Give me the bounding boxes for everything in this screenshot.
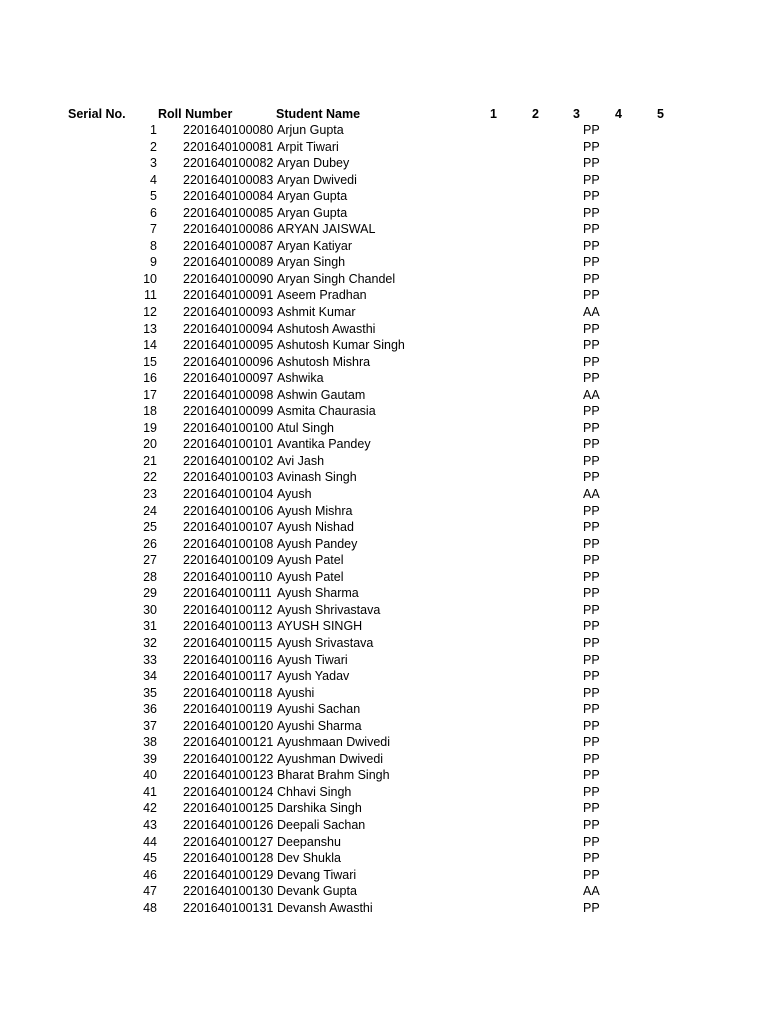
roll-number-cell: 2201640100102 [183,453,274,468]
serial-cell: 39 [143,751,157,766]
student-name-cell: ARYAN JAISWAL [277,222,376,237]
attendance-cell: PP [583,172,600,187]
table-row [0,867,768,884]
attendance-cell: PP [583,702,600,717]
student-name-cell: Aryan Gupta [277,205,348,220]
roll-number-cell: 2201640100126 [183,817,274,832]
roll-number-cell: 2201640100085 [183,205,274,220]
attendance-cell: PP [583,751,600,766]
attendance-cell: PP [583,123,600,137]
roll-number-cell: 2201640100093 [183,305,274,320]
attendance-sheet [0,104,768,916]
student-name-cell: Darshika Singh [277,801,362,816]
roll-number-cell: 2201640100083 [183,172,274,187]
attendance-cell: PP [583,817,600,832]
student-name-cell: Avantika Pandey [277,437,371,452]
table-row [0,155,768,172]
table-row [0,453,768,470]
student-name-cell: Avinash Singh [277,470,357,485]
serial-cell: 14 [143,338,157,353]
serial-cell: 41 [143,784,157,799]
serial-cell: 40 [143,768,157,783]
roll-number-cell: 2201640100119 [183,702,273,717]
attendance-cell: PP [583,288,600,303]
roll-number-cell: 2201640100116 [183,652,273,667]
attendance-cell: PP [583,238,600,253]
table-row [0,834,768,851]
attendance-cell: PP [583,867,600,882]
roll-number-cell: 2201640100111 [183,586,272,601]
attendance-cell: AA [583,487,600,502]
table-row [0,569,768,586]
student-name-cell: Ayushi Sachan [277,702,361,717]
attendance-cell: PP [583,669,600,684]
roll-number-cell: 2201640100125 [183,801,274,816]
student-name-cell: Aryan Dwivedi [277,172,357,187]
student-name-cell: Arpit Tiwari [277,139,339,154]
table-row [0,321,768,338]
serial-cell: 29 [143,586,157,601]
roll-number-cell: 2201640100098 [183,387,274,402]
table-row [0,817,768,834]
student-name-cell: Ashutosh Awasthi [277,321,376,336]
table-row [0,767,768,784]
attendance-cell: PP [583,520,600,535]
table-row [0,271,768,288]
attendance-cell: PP [583,685,600,700]
roll-number-cell: 2201640100086 [183,222,274,237]
serial-cell: 27 [143,553,157,568]
student-name-cell: Aseem Pradhan [277,288,367,303]
table-row [0,751,768,768]
serial-cell: 1 [150,123,157,137]
attendance-cell: AA [583,884,600,899]
attendance-cell: AA [583,387,600,402]
attendance-cell: PP [583,371,600,386]
student-name-cell: Ayushi [277,685,315,700]
roll-number-cell: 2201640100087 [183,238,274,253]
header-day-5: 5 [657,107,664,121]
table-row [0,354,768,371]
roll-number-cell: 2201640100106 [183,503,274,518]
student-name-cell: Ayush Yadav [277,669,350,684]
attendance-cell: PP [583,586,600,601]
table-row [0,536,768,553]
attendance-cell: PP [583,255,600,270]
student-name-cell: Ashutosh Kumar Singh [277,338,405,353]
attendance-cell: PP [583,222,600,237]
serial-cell: 21 [143,453,157,468]
serial-cell: 20 [143,437,157,452]
table-row [0,900,768,917]
table-row [0,850,768,867]
table-row [0,800,768,817]
attendance-cell: PP [583,404,600,419]
table-row [0,602,768,619]
header-roll-number: Roll Number [158,107,233,121]
attendance-cell: PP [583,321,600,336]
serial-cell: 31 [143,619,157,634]
header-serial-no: Serial No. [68,107,126,121]
table-row [0,337,768,354]
student-name-cell: Atul Singh [277,420,334,435]
header-day-1: 1 [490,107,497,121]
student-name-cell: Ayush Shrivastava [277,602,381,617]
serial-cell: 18 [143,404,157,419]
student-name-cell: Ayush Sharma [277,586,359,601]
roll-number-cell: 2201640100112 [183,602,273,617]
table-row [0,254,768,271]
roll-number-cell: 2201640100096 [183,354,274,369]
table-row [0,238,768,255]
table-row [0,784,768,801]
serial-cell: 45 [143,851,157,866]
serial-cell: 35 [143,685,157,700]
serial-cell: 30 [143,602,157,617]
header-day-2: 2 [532,107,539,121]
student-name-cell: Chhavi Singh [277,784,352,799]
table-row [0,172,768,189]
attendance-cell: PP [583,205,600,220]
student-name-cell: Aryan Dubey [277,156,350,171]
table-row [0,552,768,569]
table-row [0,387,768,404]
roll-number-cell: 2201640100082 [183,156,274,171]
roll-number-cell: 2201640100080 [183,123,274,137]
roll-number-cell: 2201640100113 [183,619,273,634]
student-name-cell: Bharat Brahm Singh [277,768,390,783]
table-row [0,718,768,735]
table-row [0,652,768,669]
attendance-cell: PP [583,338,600,353]
serial-cell: 4 [150,172,157,187]
serial-cell: 16 [143,371,157,386]
student-name-cell: Ayushman Dwivedi [277,751,384,766]
roll-number-cell: 2201640100115 [183,635,273,650]
serial-cell: 28 [143,569,157,584]
roll-number-cell: 2201640100101 [183,437,274,452]
attendance-cell: PP [583,503,600,518]
student-name-cell: Deepanshu [277,834,341,849]
attendance-cell: PP [583,569,600,584]
table-row [0,668,768,685]
student-name-cell: Devank Gupta [277,884,357,899]
serial-cell: 38 [143,735,157,750]
serial-cell: 9 [150,255,157,270]
attendance-cell: PP [583,735,600,750]
serial-cell: 15 [143,354,157,369]
roll-number-cell: 2201640100120 [183,718,274,733]
student-name-cell: Aryan Singh Chandel [277,271,396,286]
student-name-cell: Devang Tiwari [277,867,357,882]
table-row [0,436,768,453]
attendance-cell: AA [583,305,600,320]
roll-number-cell: 2201640100099 [183,404,274,419]
roll-number-cell: 2201640100107 [183,520,274,535]
table-row [0,122,768,139]
attendance-cell: PP [583,453,600,468]
table-row [0,585,768,602]
roll-number-cell: 2201640100100 [183,420,274,435]
serial-cell: 8 [150,238,157,253]
table-row [0,139,768,156]
serial-cell: 36 [143,702,157,717]
roll-number-cell: 2201640100122 [183,751,274,766]
roll-number-cell: 2201640100103 [183,470,274,485]
serial-cell: 7 [150,222,157,237]
serial-cell: 46 [143,867,157,882]
student-name-cell: Ayush Srivastava [277,635,374,650]
table-row [0,221,768,238]
student-name-cell: Ashwika [277,371,324,386]
serial-cell: 48 [143,900,157,915]
table-row [0,883,768,900]
roll-number-cell: 2201640100127 [183,834,274,849]
roll-number-cell: 2201640100097 [183,371,274,386]
attendance-cell: PP [583,470,600,485]
attendance-cell: PP [583,437,600,452]
table-row [0,618,768,635]
table-row [0,503,768,520]
table-row [0,734,768,751]
serial-cell: 23 [143,487,157,502]
roll-number-cell: 2201640100091 [183,288,274,303]
student-name-cell: Ashutosh Mishra [277,354,371,369]
roll-number-cell: 2201640100081 [183,139,274,154]
table-row [0,486,768,503]
student-name-cell: Ayush Pandey [277,536,358,551]
serial-cell: 25 [143,520,157,535]
roll-number-cell: 2201640100123 [183,768,274,783]
serial-cell: 11 [144,288,157,303]
student-name-cell: Ayush [277,487,312,502]
roll-number-cell: 2201640100095 [183,338,274,353]
student-name-cell: Ashmit Kumar [277,305,356,320]
student-name-cell: Ayush Mishra [277,503,353,518]
roll-number-cell: 2201640100128 [183,851,274,866]
roll-number-cell: 2201640100118 [183,685,273,700]
attendance-cell: PP [583,139,600,154]
header-day-4: 4 [615,107,622,121]
student-name-cell: Aryan Gupta [277,189,348,204]
serial-cell: 12 [143,305,157,320]
student-name-cell: Ashwin Gautam [277,387,366,402]
serial-cell: 5 [150,189,157,204]
serial-cell: 24 [143,503,157,518]
attendance-cell: PP [583,635,600,650]
student-name-cell: AYUSH SINGH [277,619,363,634]
header-day-3: 3 [573,107,580,121]
student-name-cell: Ayush Patel [277,553,344,568]
attendance-cell: PP [583,652,600,667]
table-row [0,701,768,718]
serial-cell: 44 [143,834,157,849]
serial-cell: 19 [143,420,157,435]
attendance-cell: PP [583,553,600,568]
student-name-cell: Dev Shukla [277,851,341,866]
roll-number-cell: 2201640100117 [183,669,273,684]
student-name-cell: Ayush Patel [277,569,344,584]
attendance-cell: PP [583,420,600,435]
attendance-cell: PP [583,536,600,551]
table-row [0,469,768,486]
serial-cell: 13 [143,321,157,336]
student-rows [0,122,768,916]
roll-number-cell: 2201640100104 [183,487,274,502]
attendance-cell: PP [583,851,600,866]
roll-number-cell: 2201640100089 [183,255,274,270]
attendance-cell: PP [583,900,600,915]
roll-number-cell: 2201640100090 [183,271,274,286]
roll-number-cell: 2201640100084 [183,189,274,204]
student-name-cell: Devansh Awasthi [277,900,373,915]
table-row [0,370,768,387]
serial-cell: 33 [143,652,157,667]
serial-cell: 2 [150,139,157,154]
table-row [0,205,768,222]
header-student-name: Student Name [276,107,361,121]
serial-cell: 42 [143,801,157,816]
table-row [0,519,768,536]
attendance-cell: PP [583,354,600,369]
serial-cell: 3 [150,156,157,171]
roll-number-cell: 2201640100110 [183,569,273,584]
student-name-cell: Aryan Singh [277,255,346,270]
serial-cell: 43 [143,817,157,832]
roll-number-cell: 2201640100131 [183,900,274,915]
roll-number-cell: 2201640100124 [183,784,274,799]
table-row [0,635,768,652]
student-name-cell: Arjun Gupta [277,123,344,137]
attendance-cell: PP [583,189,600,204]
table-row [0,420,768,437]
roll-number-cell: 2201640100121 [183,735,274,750]
student-name-cell: Ayushi Sharma [277,718,362,733]
student-name-cell: Avi Jash [277,453,325,468]
attendance-cell: PP [583,784,600,799]
student-name-cell: Deepali Sachan [277,817,366,832]
serial-cell: 6 [150,205,157,220]
attendance-cell: PP [583,156,600,171]
table-row [0,685,768,702]
attendance-cell: PP [583,834,600,849]
student-name-cell: Ayushmaan Dwivedi [277,735,391,750]
roll-number-cell: 2201640100130 [183,884,274,899]
attendance-cell: PP [583,768,600,783]
table-row [0,287,768,304]
roll-number-cell: 2201640100129 [183,867,274,882]
attendance-cell: PP [583,619,600,634]
serial-cell: 32 [143,635,157,650]
roll-number-cell: 2201640100109 [183,553,274,568]
serial-cell: 47 [143,884,157,899]
attendance-cell: PP [583,718,600,733]
serial-cell: 37 [143,718,157,733]
roll-number-cell: 2201640100108 [183,536,274,551]
roll-number-cell: 2201640100094 [183,321,274,336]
student-name-cell: Ayush Nishad [277,520,354,535]
serial-cell: 22 [143,470,157,485]
student-name-cell: Asmita Chaurasia [277,404,376,419]
table-row [0,304,768,321]
student-name-cell: Ayush Tiwari [277,652,348,667]
serial-cell: 26 [143,536,157,551]
serial-cell: 34 [143,669,157,684]
attendance-cell: PP [583,602,600,617]
table-row [0,188,768,205]
serial-cell: 17 [143,387,157,402]
student-name-cell: Aryan Katiyar [277,238,353,253]
attendance-cell: PP [583,271,600,286]
attendance-cell: PP [583,801,600,816]
header-row [0,104,768,122]
serial-cell: 10 [143,271,157,286]
table-row [0,403,768,420]
